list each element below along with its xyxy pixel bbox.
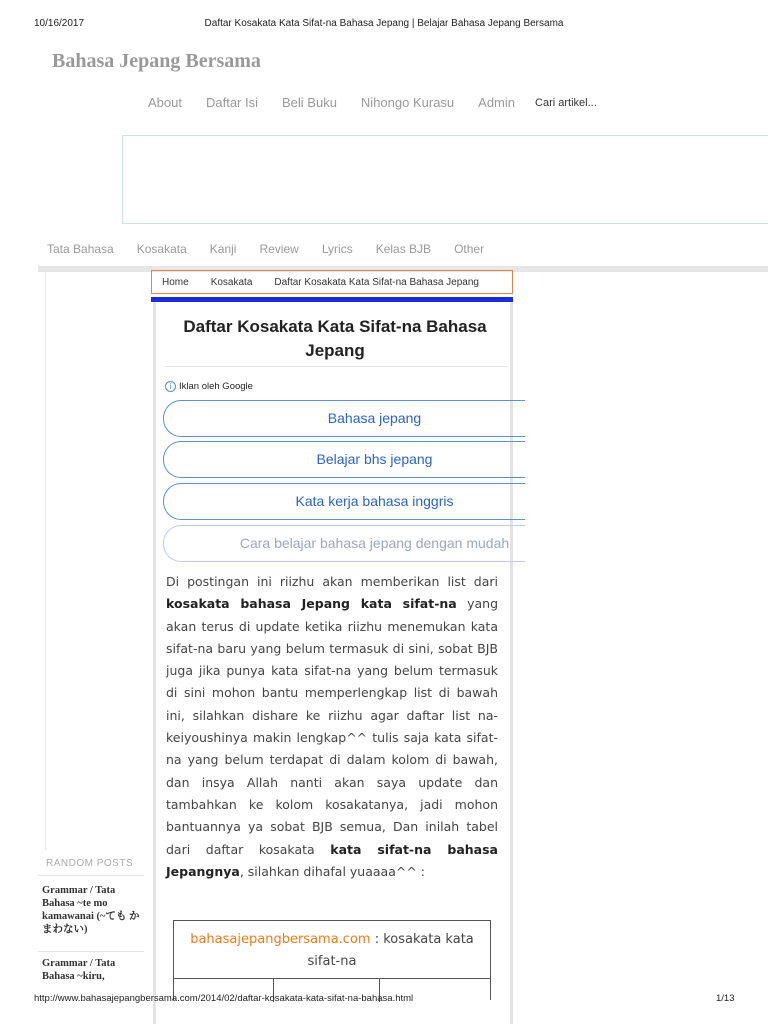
ad-link-bahasa-jepang[interactable]: Bahasa jepang	[163, 400, 525, 437]
vocab-table	[173, 920, 491, 1000]
print-page-number: 1/13	[716, 993, 735, 1004]
ad-link-kata-kerja[interactable]: Kata kerja bahasa inggris	[163, 483, 525, 520]
body-text-3: , silahkan dihafal yuaaaa^^ :	[239, 863, 425, 879]
table-caption-text: : kosakata kata sifat-na	[307, 932, 474, 969]
cat-kanji[interactable]: Kanji	[209, 242, 237, 256]
title-divider	[165, 366, 508, 367]
info-icon[interactable]: i	[165, 381, 176, 392]
cat-tata-bahasa[interactable]: Tata Bahasa	[47, 242, 114, 256]
body-bold-2: kata sifat-na bahasa Jepangnya	[166, 841, 498, 879]
post-body	[166, 571, 498, 883]
search-input[interactable]: Cari artikel...	[535, 97, 597, 109]
print-date: 10/16/2017	[34, 18, 85, 29]
table-brand-link[interactable]: bahasajepangbersama.com	[190, 932, 371, 947]
sidebar-post-link[interactable]: Grammar / Tata Bahasa ~kiru,	[42, 958, 116, 982]
nav-nihongo-kurasu[interactable]: Nihongo Kurasu	[360, 95, 455, 110]
cat-lyrics[interactable]: Lyrics	[321, 242, 353, 256]
ad-link-cara-belajar[interactable]: Cara belajar bahasa jepang dengan mudah	[163, 525, 525, 562]
breadcrumb-home[interactable]: Home	[162, 276, 189, 288]
breadcrumb-kosakata[interactable]: Kosakata	[210, 276, 253, 288]
body-text-1: Di postingan ini riizhu akan memberikan list dari	[166, 574, 498, 589]
table-caption	[174, 921, 490, 973]
sidebar-post-link[interactable]: Grammar / Tata Bahasa ~te mo kamawanai (~ても かまわない)	[42, 885, 140, 935]
ads-label[interactable]	[165, 381, 253, 392]
nav-daftar-isi[interactable]: Daftar Isi	[205, 95, 258, 110]
body-text-2: yang akan terus di update ketika riizhu menemukan kata sifat-na baru yang belum termasuk di sini, sobat BJB juga jika punya kata sifat-na yang belum termasuk di sini mohon bantu memperlengkap list di bawah ini, silahkan dishare ke riizhu agar daftar list na-keiyoushinya makin lengkap^^ tulis saja kata sifat-na yang belum terdapat di dalam kolom di bawah, dan insya Allah nanti akan saya update dan tambahkan ke kolom kosakatanya, jadi mohon bantuannya ya sobat BJB semua, Dan inilah tabel dari daftar kosakata	[166, 596, 499, 857]
ads-label-text: Iklan oleh Google	[179, 381, 253, 392]
category-nav	[47, 242, 507, 256]
nav-beli-buku[interactable]: Beli Buku	[282, 95, 337, 110]
breadcrumb	[151, 270, 513, 294]
nav-admin[interactable]: Admin	[478, 95, 516, 110]
site-title[interactable]: Bahasa Jepang Bersama	[52, 50, 261, 72]
breadcrumb-current: Daftar Kosakata Kata Sifat-na Bahasa Jepang	[274, 276, 479, 288]
print-doc-title: Daftar Kosakata Kata Sifat-na Bahasa Jepang | Belajar Bahasa Jepang Bersama	[204, 18, 564, 29]
top-nav	[148, 95, 597, 110]
sidebar-divider	[38, 951, 144, 952]
ad-link-belajar-bhs-jepang[interactable]: Belajar bhs jepang	[163, 441, 525, 478]
ad-banner[interactable]	[122, 135, 768, 224]
post-title: Daftar Kosakata Kata Sifat-na Bahasa Jepang	[183, 317, 487, 360]
print-url: http://www.bahasajepangbersama.com/2014/02/daftar-kosakata-kata-sifat-na-bahasa.html	[34, 993, 414, 1004]
body-bold-1: kosakata bahasa Jepang kata sifat-na	[166, 596, 457, 612]
cat-kosakata[interactable]: Kosakata	[136, 242, 187, 256]
cat-other[interactable]: Other	[454, 242, 485, 256]
cat-kelas-bjb[interactable]: Kelas BJB	[375, 242, 432, 256]
sidebar-heading: RANDOM POSTS	[46, 858, 134, 869]
sidebar-divider	[38, 875, 144, 876]
nav-about[interactable]: About	[148, 95, 182, 110]
cat-review[interactable]: Review	[259, 242, 299, 256]
sidebar-border	[45, 272, 46, 850]
